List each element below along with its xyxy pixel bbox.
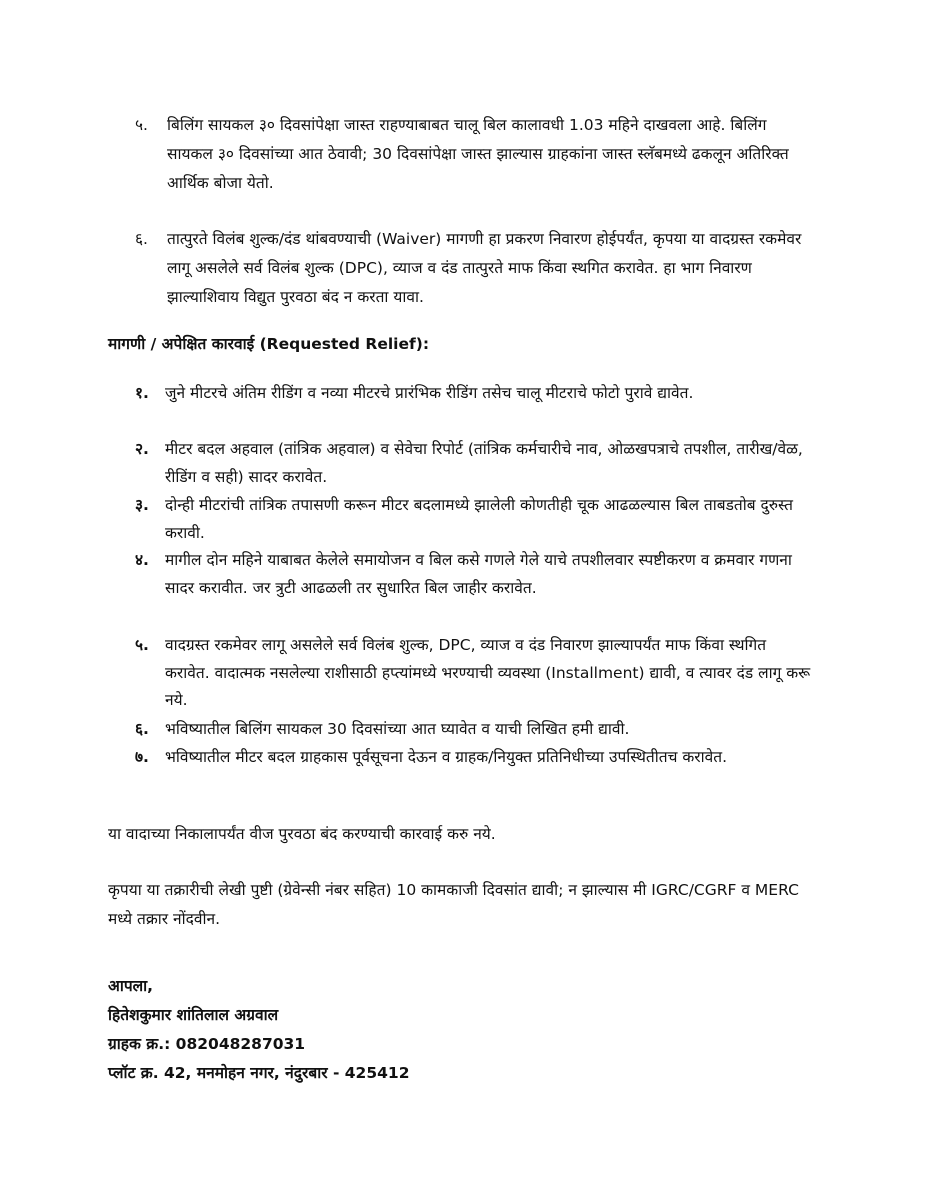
relief-text: भविष्यातील बिलिंग सायकल 30 दिवसांच्या आत घ्यावेत व याची लिखित हमी द्यावी. [165,720,630,738]
point-text: तात्पुरते विलंब शुल्क/दंड थांबवण्याची (Waiver) मागणी हा प्रकरण निवारण होईपर्यंत, कृपया या वादग्रस्त रकमेवर लागू असलेले सर्व विलंब शुल्क (DPC), व्याज व दंड तात्पुरते माफ किंवा स्थगित करावेत. हा भाग निवारण झाल्याशिवाय विद्युत पुरवठा बंद न करता यावा. [167,230,802,306]
relief-item-6 [135,716,815,744]
relief-item-5 [135,632,815,715]
relief-number: ७. [135,748,149,766]
point-5 [135,111,815,198]
closing-line-2: कृपया या तक्रारीची लेखी पुष्टी (ग्रेवेन्सी नंबर सहित) 10 कामकाजी दिवसांत द्यावी; न झाल्यास मी IGRC/CGRF व MERC मध्ये तक्रार नोंदवीन. [108,881,799,928]
relief-number: ५. [135,636,149,654]
relief-item-3 [135,492,815,547]
relief-text: वादग्रस्त रकमेवर लागू असलेले सर्व विलंब शुल्क, DPC, व्याज व दंड निवारण झाल्यापर्यंत माफ किंवा स्थगित करावेत. वादात्मक नसलेल्या राशीसाठी हप्त्यांमध्ये भरण्याची व्यवस्था (Installment) द्यावी, व त्यावर दंड लागू करू नये. [165,636,811,709]
relief-text: मीटर बदल अहवाल (तांत्रिक अहवाल) व सेवेचा रिपोर्ट (तांत्रिक कर्मचारीचे नाव, ओळखपत्राचे तपशील, तारीख/वेळ, रीडिंग व सही) सादर करावेत. [165,440,803,486]
relief-text: जुने मीटरचे अंतिम रीडिंग व नव्या मीटरचे प्रारंभिक रीडिंग तसेच चालू मीटराचे फोटो पुरावे द्यावेत. [165,384,694,402]
relief-text: भविष्यातील मीटर बदल ग्राहकास पूर्वसूचना देऊन व ग्राहक/नियुक्त प्रतिनिधीच्या उपस्थितीतच करावेत. [165,748,727,766]
signature-consumer-number: ग्राहक क्र.: 082048287031 [108,1035,306,1053]
relief-item-7 [135,744,815,772]
relief-number: ३. [135,496,149,514]
point-6 [135,225,815,312]
relief-item-4 [135,547,815,602]
relief-item-2 [135,436,815,491]
relief-text: मागील दोन महिने याबाबत केलेले समायोजन व बिल कसे गणले गेले याचे तपशीलवार स्पष्टीकरण व क्रमवार गणना सादर करावीत. जर त्रुटी आढळली तर सुधारित बिल जाहीर करावेत. [165,551,792,597]
signature-salutation: आपला, [108,977,154,995]
relief-heading: मागणी / अपेक्षित कारवाई (Requested Relief): [108,335,430,353]
relief-text: दोन्ही मीटरांची तांत्रिक तपासणी करून मीटर बदलामध्ये झालेली कोणतीही चूक आढळल्यास बिल ताबडतोब दुरुस्त करावी. [165,496,793,542]
relief-item-1 [135,380,815,408]
relief-number: ४. [135,551,149,569]
relief-number: ६. [135,720,149,738]
relief-number: २. [135,440,149,458]
relief-number: १. [135,384,149,402]
signature-address: प्लॉट क्र. 42, मनमोहन नगर, नंदुरबार - 425412 [108,1064,410,1082]
point-text: बिलिंग सायकल ३० दिवसांपेक्षा जास्त राहण्याबाबत चालू बिल कालावधी 1.03 महिने दाखवला आहे. बिलिंग सायकल ३० दिवसांच्या आत ठेवावी; 30 दिवसांपेक्षा जास्त झाल्यास ग्राहकांना जास्त स्लॅबमध्ये ढकलून अतिरिक्त आर्थिक बोजा येतो. [167,116,789,192]
signature-name: हितेशकुमार शांतिलाल अग्रवाल [108,1006,279,1024]
closing-line-1: या वादाच्या निकालापर्यंत वीज पुरवठा बंद करण्याची कारवाई करु नये. [108,825,496,843]
point-number: ६. [135,230,148,248]
point-number: ५. [135,116,148,134]
